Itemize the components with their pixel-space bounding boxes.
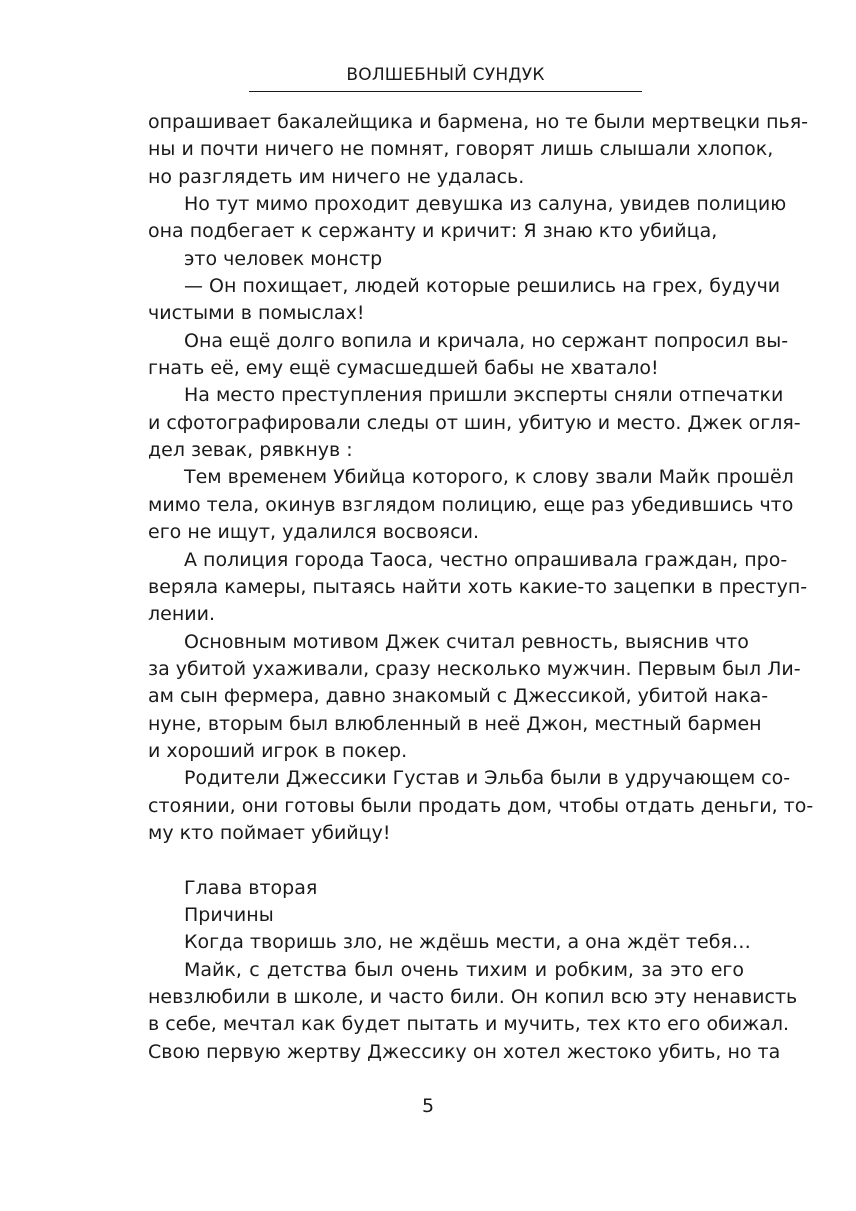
text-line: опрашивает бакалейщика и бармена, но те были мертвецки пья- xyxy=(148,111,809,133)
text-line: невзлюбили в школе, и часто били. Он копил всю эту ненависть xyxy=(148,986,798,1008)
text-line: Тем временем Убийца которого, к слову звали Майк прошёл xyxy=(184,466,794,489)
text-line: Но тут мимо проходит девушка из салуна, увидев полицию xyxy=(184,193,787,216)
page-number: 5 xyxy=(421,1095,435,1117)
epigraph: Когда творишь зло, не ждёшь мести, а она ждёт тебя… xyxy=(184,931,751,954)
text-line: в себе, мечтал как будет пытать и мучить, тех кто его обижал. xyxy=(148,1013,790,1036)
text-line: гнать её, ему ещё сумасшедшей бабы не хватало! xyxy=(148,357,659,380)
text-line: за убитой ухаживали, сразу несколько мужчин. Первым был Ли- xyxy=(148,657,801,680)
chapter-heading: Глава вторая xyxy=(184,876,318,899)
text-line: А полиция города Таоса, честно опрашивала граждан, про- xyxy=(184,548,788,571)
text-line: его не ищут, удалился восвояси. xyxy=(148,521,480,544)
text-line: ам сын фермера, давно знакомый с Джессикой, убитой нака- xyxy=(148,685,769,708)
text-line: Родители Джессики Густав и Эльба были в удручающем со- xyxy=(184,767,791,790)
text-line: му кто поймает убийцу! xyxy=(148,821,391,844)
running-header: ВОЛШЕБНЫЙ СУНДУК xyxy=(346,65,545,85)
text-line: Основным мотивом Джек считал ревность, выяснив что xyxy=(184,630,749,653)
text-line: мимо тела, окинув взглядом полицию, еще раз убедившись что xyxy=(148,493,794,516)
header-rule xyxy=(249,91,642,92)
text-line: — Он похищает, людей которые решились на грех, будучи xyxy=(184,275,781,298)
text-line: Она ещё долго вопила и кричала, но сержант попросил вы- xyxy=(184,329,789,352)
blank-line xyxy=(148,847,744,874)
text-line: веряла камеры, пытаясь найти хоть какие-то зацепки в преступ- xyxy=(148,575,808,598)
text-line: это человек монстр xyxy=(184,247,383,270)
body-text xyxy=(148,109,814,1066)
text-line: лении. xyxy=(148,603,215,626)
text-line: чистыми в помыслах! xyxy=(148,302,365,325)
chapter-title: Причины xyxy=(184,903,274,926)
text-line: нуне, вторым был влюбленный в неё Джон, местный бармен xyxy=(148,712,762,735)
text-line: она подбегает к сержанту и кричит: Я знаю кто убийца, xyxy=(148,220,718,243)
text-line: дел зевак, рявкнув : xyxy=(148,439,353,462)
text-line: Майк, с детства был очень тихим и робким, за это его xyxy=(184,958,744,981)
text-line: и хороший игрок в покер. xyxy=(148,739,408,762)
text-line: стоянии, они готовы были продать дом, чтобы отдать деньги, то- xyxy=(148,794,814,817)
text-line: но разглядеть им ничего не удалась. xyxy=(148,165,525,188)
text-line: ны и почти ничего не помнят, говорят лишь слышали хлопок, xyxy=(148,138,774,161)
text-line: На место преступления пришли эксперты сняли отпечатки xyxy=(184,384,784,407)
text-line: Свою первую жертву Джессику он хотел жестоко убить, но та xyxy=(148,1040,781,1063)
text-line: и сфотографировали следы от шин, убитую и место. Джек огля- xyxy=(148,411,801,434)
